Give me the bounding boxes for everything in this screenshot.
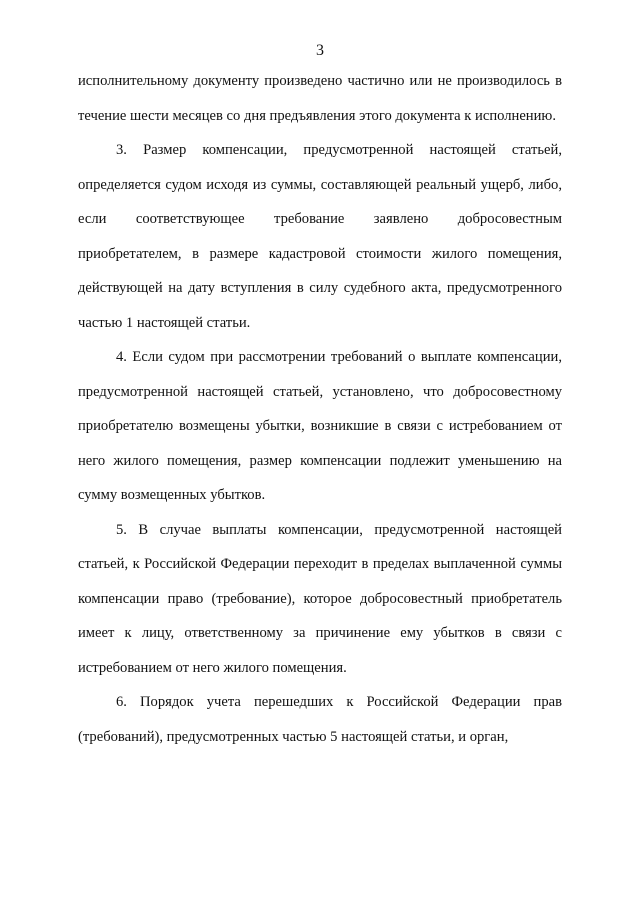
paragraph-part-3: 3. Размер компенсации, предусмотренной настоящей статьей, определяется судом исходя из суммы, составляющей реальный ущерб, либо, если соответствующее требование заявлено добросовестным приобретателем, в размере кадастровой стоимости жилого помещения, действующей на дату вступления в силу судебного акта, предусмотренного частью 1 настоящей статьи. bbox=[78, 142, 562, 331]
paragraph-part-4: 4. Если судом при рассмотрении требований о выплате компенсации, предусмотренной настоящей статьей, установлено, что добросовестному приобретателю возмещены убытки, возникшие в связи с истребованием от него жилого помещения, размер компенсации подлежит уменьшению на сумму возмещенных убытков. bbox=[78, 349, 562, 503]
document-body bbox=[78, 64, 562, 754]
paragraph-part-6: 6. Порядок учета перешедших к Российской Федерации прав (требований), предусмотренных частью 5 настоящей статьи, и орган, bbox=[78, 694, 562, 745]
paragraph-part-5: 5. В случае выплаты компенсации, предусмотренной настоящей статьей, к Российской Федерации переходит в пределах выплаченной суммы компенсации право (требование), которое добросовестный приобретатель имеет к лицу, ответственному за причинение ему убытков в связи с истребованием от него жилого помещения. bbox=[78, 521, 562, 676]
paragraph-continuation: исполнительному документу произведено частично или не производилось в течение шести месяцев со дня предъявления этого документа к исполнению. bbox=[78, 73, 562, 124]
page-number: 3 bbox=[316, 42, 324, 59]
